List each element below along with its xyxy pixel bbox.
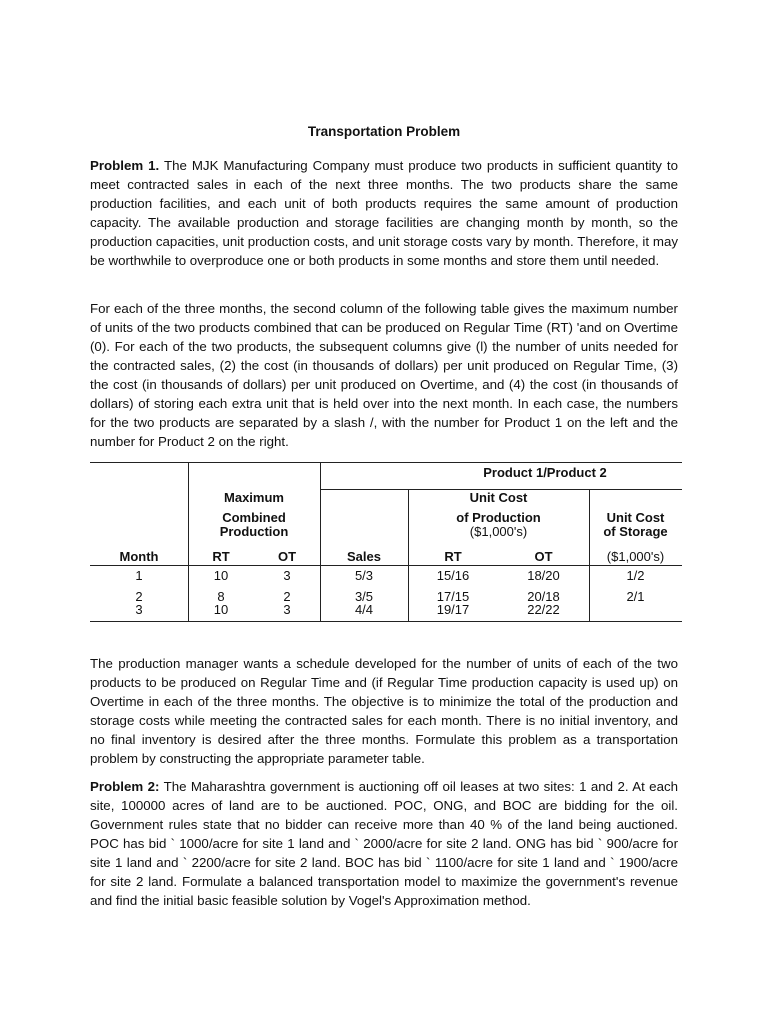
row2-cost-rt: 17/15 <box>436 589 470 604</box>
row3-rt: 10 <box>213 602 229 617</box>
problem1-table-description: For each of the three months, the second column of the following table gives the maximum number of units of the two products combined that can be produced on Regular Time (RT) 'and on Overtime (0). For each of the two products, the subsequent columns give (l) the number of units needed for the contracted sales, (2) the cost (in thousands of dollars) per unit produced on Regular Time, (3) the cost (in thousands of dollars) per unit produced on Overtime, and (4) the cost (in thousands of dollars) of storing each extra unit that is held over into the next month. In each case, the numbers for the two products are separated by a slash /, with the number for Product 1 on the left and the number for Product 2 on the right. <box>90 301 678 449</box>
row1-sales: 5/3 <box>354 568 374 583</box>
col-rt: RT <box>212 549 230 564</box>
row1-ot: 3 <box>283 568 291 583</box>
unit-cost-storage-line2: of Storage <box>603 524 668 539</box>
document-title: Transportation Problem <box>307 124 461 139</box>
problem1-paragraph <box>90 156 678 270</box>
row3-cost-rt: 19/17 <box>436 602 470 617</box>
col-ot: OT <box>277 549 297 564</box>
col-cost-ot: OT <box>534 549 553 564</box>
production-table <box>90 462 682 622</box>
problem2-label: Problem 2: <box>90 779 160 794</box>
row1-month: 1 <box>135 568 143 583</box>
problem1-objective-paragraph: The production manager wants a schedule developed for the number of units of each of the two products to be produced on Regular Time and (if Regular Time production capacity is used up) on Overtime in each of the three months. The objective is to minimize the total of the production and storage costs while meeting the contracted sales for each month. There is no initial inventory, and no final inventory is desired after the three months. Formulate this problem as a transportation problem by constructing the appropriate parameter table. <box>90 656 678 766</box>
problem1-label: Problem 1. <box>90 158 160 173</box>
row3-sales: 4/4 <box>354 602 374 617</box>
row1-storage: 1/2 <box>626 568 645 583</box>
row2-storage: 2/1 <box>626 589 645 604</box>
col-sales: Sales <box>347 549 381 564</box>
col-cost-rt: RT <box>444 549 462 564</box>
product-header: Product 1/Product 2 <box>483 465 607 480</box>
row3-ot: 3 <box>283 602 291 617</box>
max-header-line1: Maximum <box>224 490 284 505</box>
problem2-paragraph <box>90 777 678 910</box>
max-header-line3: Production <box>219 524 289 539</box>
max-header-line2: Combined <box>222 510 286 525</box>
row2-month: 2 <box>135 589 143 604</box>
unit-cost-storage-line1: Unit Cost <box>606 510 665 525</box>
row1-cost-rt: 15/16 <box>436 568 470 583</box>
row3-month: 3 <box>135 602 143 617</box>
unit-cost-production-line2: of Production <box>456 510 541 525</box>
unit-cost-production-line1: Unit Cost <box>469 490 528 505</box>
problem2-text: The Maharashtra government is auctioning off oil leases at two sites: 1 and 2. At each site, 100000 acres of land are to be auctioned. POC, ONG, and BOC are bidding for the oil. Government rules state that no bidder can receive more than 40 % of the land being auctioned. POC has bid ` 1000/acre for site 1 land and ` 2000/acre for site 2 land. ONG has bid ` 900/acre for site 1 land and ` 2200/acre for site 2 land. BOC has bid ` 1100/acre for site 1 land and ` 1900/acre for site 2 land. Formulate a balanced transportation model to maximize the government's revenue and find the initial basic feasible solution by Vogel's Approximation method. <box>90 779 679 908</box>
row2-sales: 3/5 <box>354 589 374 604</box>
row1-cost-ot: 18/20 <box>527 568 560 583</box>
row2-ot: 2 <box>283 589 291 604</box>
row3-cost-ot: 22/22 <box>527 602 560 617</box>
row2-rt: 8 <box>217 589 225 604</box>
row1-rt: 10 <box>213 568 229 583</box>
problem1-intro: The MJK Manufacturing Company must produce two products in sufficient quantity to meet contracted sales in each of the next three months. The two products share the same production facilities, and each unit of both products requires the same amount of production capacity. The available production and storage facilities are changing month by month, so the production capacities, unit production costs, and unit storage costs vary by month. Therefore, it may be worthwhile to overproduce one or both products in some months and store them until needed. <box>90 158 678 268</box>
unit-cost-production-line3: ($1,000's) <box>469 524 528 539</box>
row2-cost-ot: 20/18 <box>527 589 560 604</box>
col-month: Month <box>119 549 159 564</box>
col-storage-units: ($1,000's) <box>606 549 665 564</box>
